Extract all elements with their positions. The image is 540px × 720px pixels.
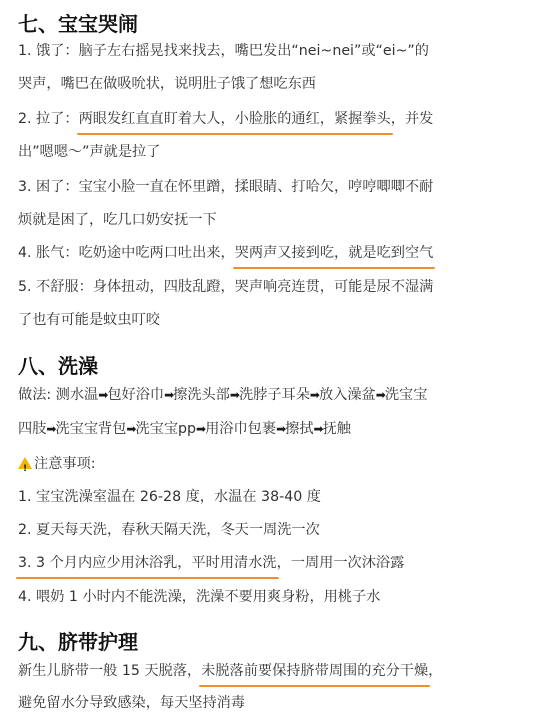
arrow-icon: ➡: [309, 388, 319, 402]
bath-step: 擦拭: [285, 421, 314, 437]
crying-item-sleepy-line2: 烦就是困了，吃几口奶安抚一下: [18, 212, 217, 228]
bath-step: 用浴巾包裹: [205, 421, 277, 437]
section-title-crying: 七、宝宝哭闹: [18, 12, 138, 36]
bath-notes-heading: [18, 453, 514, 475]
bath-method-label: 做法:: [18, 387, 52, 403]
arrow-icon: ➡: [98, 388, 108, 402]
crying-item-hungry-line2: 哭声，嘴巴在做吸吮状，说明肚子饿了想吃东西: [18, 76, 316, 92]
highlight-underline-umbilical: 未脱落前要保持脐带周围的充分干燥: [201, 660, 428, 682]
crying-item-poop-line2: 出”嗯嗯～”声就是拉了: [18, 144, 161, 160]
arrow-icon: ➡: [126, 422, 136, 436]
highlight-underline-bath: 3. 3 个月内应少用沐浴乳，平时用清水洗: [18, 552, 277, 574]
crying-item-unwell-line1: 5. 不舒服：身体扭动，四肢乱蹬，哭声响亮连贯，可能是尿不湿满: [18, 279, 434, 295]
arrow-icon: ➡: [164, 388, 174, 402]
section-title-bathing: 八、洗澡: [18, 354, 98, 378]
bath-notes-title: 注意事项:: [34, 456, 96, 472]
umbilical-line1: [18, 660, 514, 682]
crying-item-unwell-line2: 了也有可能是蚊虫叮咬: [18, 312, 160, 328]
bath-step: 洗宝宝pp: [135, 421, 197, 437]
bath-steps-line1: [18, 384, 514, 406]
crying-item-poop-suffix: ，并发: [390, 111, 434, 127]
crying-item-poop-prefix: 2. 拉了：: [18, 111, 79, 127]
bath-steps-sequence-2: [18, 421, 351, 437]
bath-step: 洗宝宝背包: [55, 421, 127, 437]
arrow-icon: ➡: [196, 422, 206, 436]
bath-note-4: 4. 喂奶 1 小时内不能洗澡，洗澡不要用爽身粉，用桃子水: [18, 589, 381, 605]
bath-step: 四肢: [18, 421, 47, 437]
arrow-icon: ➡: [46, 422, 56, 436]
umbilical-line2: 避免留水分导致感染，每天坚持消毒: [18, 695, 246, 711]
bath-steps-line2: [18, 418, 514, 440]
bath-note-2: 2. 夏天每天洗，春秋天隔天洗，冬天一周洗一次: [18, 522, 320, 538]
arrow-icon: ➡: [229, 388, 239, 402]
crying-item-poop-line1: [18, 108, 514, 130]
bath-note-3: [18, 552, 514, 574]
bath-step: 洗脖子耳朵: [238, 387, 310, 403]
crying-item-hungry-line1: 1. 饿了：脑子左右摇晃找来找去，嘴巴发出“nei~nei”或“ei~”的: [18, 43, 429, 59]
bath-step: 抚触: [322, 421, 351, 437]
umbilical-line1-suffix: ，: [428, 663, 443, 679]
arrow-icon: ➡: [375, 388, 385, 402]
warning-icon: [18, 457, 32, 469]
bath-step: 放入澡盆: [318, 387, 376, 403]
arrow-icon: ➡: [313, 422, 323, 436]
bath-step: 擦洗头部: [173, 387, 230, 403]
crying-item-gas-line1: [18, 242, 514, 264]
bath-steps-sequence-1: [56, 387, 428, 403]
highlight-underline-poop: 两眼发红直直盯着大人，小脸胀的通红，紧握拳头: [79, 108, 391, 130]
crying-item-sleepy-line1: 3. 困了：宝宝小脸一直在怀里蹭，揉眼睛、打哈欠，哼哼唧唧不耐: [18, 179, 434, 195]
bath-note-3-suffix: ，一周用一次沐浴露: [276, 555, 405, 571]
highlight-underline-gas: 哭两声又接到吃，就是吃到空气: [235, 242, 434, 264]
umbilical-line1-prefix: 新生儿脐带一般 15 天脱落，: [18, 663, 202, 679]
bath-step: 测水温: [55, 387, 99, 403]
arrow-icon: ➡: [276, 422, 286, 436]
bath-step: 包好浴巾: [107, 387, 165, 403]
crying-item-gas-prefix: 4. 胀气：吃奶途中吃两口吐出来，: [18, 245, 235, 261]
section-title-umbilical: 九、脐带护理: [18, 630, 138, 654]
bath-step: 洗宝宝: [384, 387, 428, 403]
bath-note-1: 1. 宝宝洗澡室温在 26-28 度，水温在 38-40 度: [18, 489, 321, 505]
